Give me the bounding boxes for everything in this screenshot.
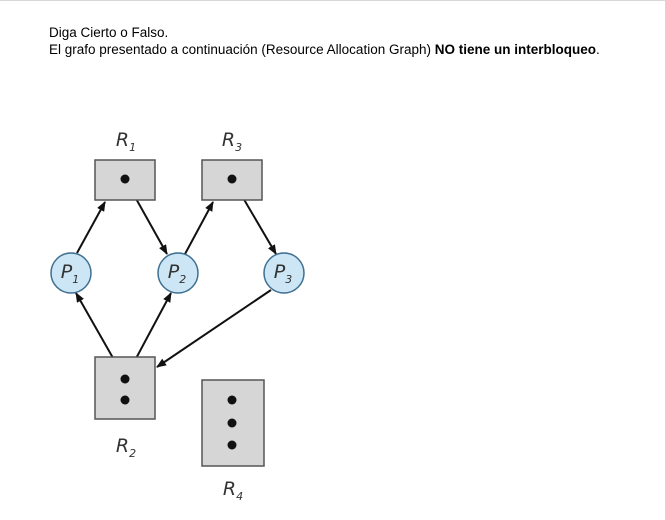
resource-r1-label [116,129,136,154]
resource-r2-instance-dot [121,375,130,384]
resource-r2-box [95,357,155,419]
process-p3-label-letter: P [273,261,286,283]
resource-r4-instance-dot [228,441,237,450]
resource-r3-label-letter: R [221,129,236,151]
resource-r4-instance-dot [228,419,237,428]
question-line-2-text: El grafo presentado a continuación (Resource Allocation Graph) [49,42,435,57]
resource-r2-label-index: 2 [129,447,137,460]
resource-r4 [202,380,264,503]
process-p1 [51,253,91,293]
process-p2-label-index: 2 [179,273,187,286]
resource-r1-label-letter: R [115,129,130,151]
process-p1-label-index: 1 [72,273,80,286]
resource-r1 [95,129,155,200]
resource-r4-label-letter: R [222,478,237,500]
resource-r2-instance-dot [121,396,130,405]
resource-r2-label [116,435,136,460]
resource-r3-instance-dot [228,175,237,184]
edge-p3-to-r2 [157,290,271,367]
resource-r2 [95,357,155,460]
resource-r4-label-index: 4 [236,490,244,503]
process-p2 [158,253,198,293]
edge-p1-to-r1 [77,202,105,253]
resource-r2-label-letter: R [115,435,130,457]
question-emphasis: NO tiene un interbloqueo [434,42,596,57]
process-p1-label-letter: P [60,261,73,283]
resource-r4-label [223,478,243,503]
resource-r1-label-index: 1 [129,141,137,154]
process-p3 [264,253,304,293]
resource-r1-instance-dot [121,175,130,184]
edge-p2-to-r3 [185,202,213,254]
process-p3-label-index: 3 [285,273,293,286]
process-p2-label-letter: P [167,261,180,283]
resource-r4-instance-dot [228,396,237,405]
resource-r3-label-index: 3 [235,141,243,154]
question-line-2-end: . [595,42,600,57]
question-line-1: Diga Cierto o Falso. [49,25,169,40]
resource-r3 [202,129,262,200]
resource-r3-label [222,129,242,154]
